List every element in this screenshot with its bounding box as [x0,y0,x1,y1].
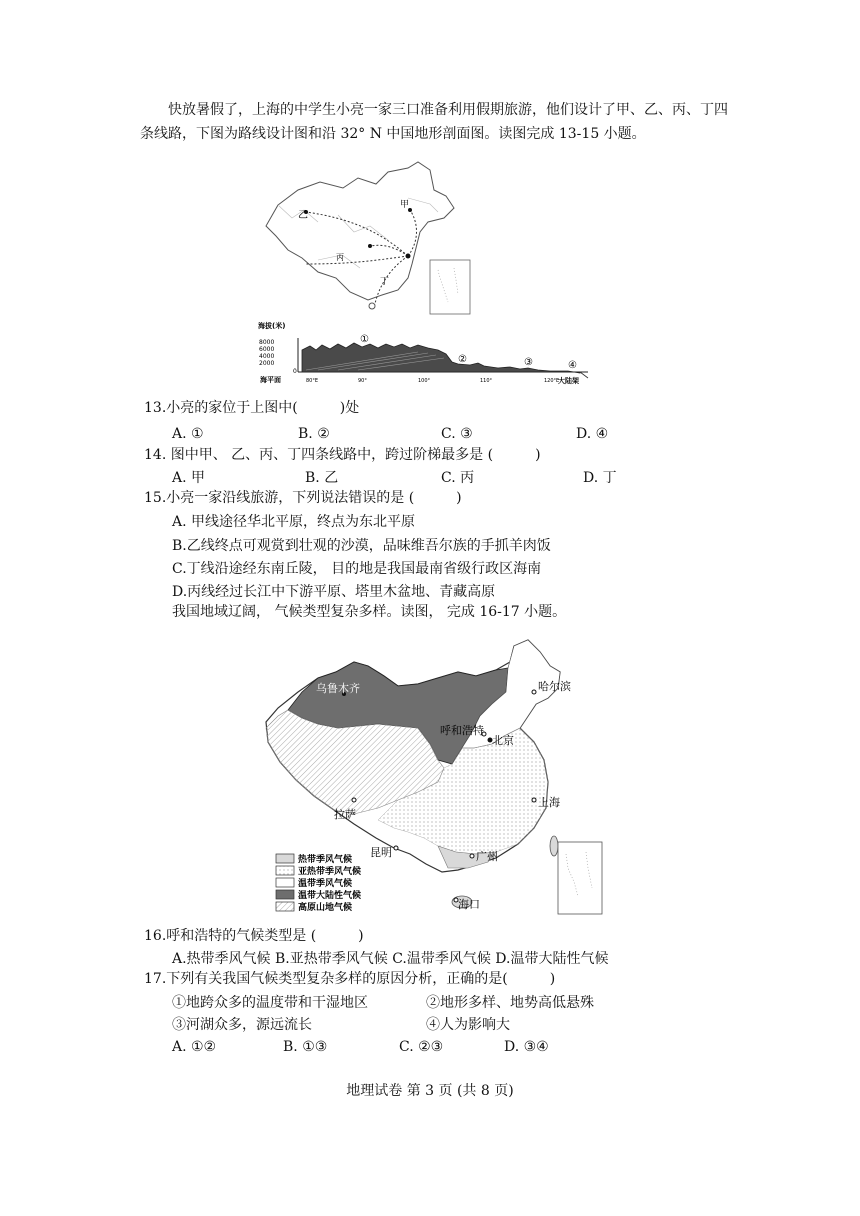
intro-paragraph: 快放暑假了，上海的中学生小亮一家三口准备利用假期旅游，他们设计了甲、乙、丙、丁四条线路，下图为路线设计图和沿 32° N 中国地形剖面图。读图完成 13-15 小题。 [140,102,728,142]
q17-option-b[interactable]: B. ①③ [283,1039,328,1055]
intro2-paragraph: 我国地域辽阔， 气候类型复杂多样。读图， 完成 16-17 小题。 [172,604,567,620]
south-china-sea-inset [558,842,602,914]
profile-x-tick: 110° [480,378,493,384]
profile-tick: 6000 [259,346,275,353]
legend-tropical-monsoon: 热带季风气候 [298,855,353,865]
city-harbin: 哈尔滨 [538,680,571,693]
profile-tick: 8000 [259,339,275,346]
profile-axis-title: 海拔(米) [258,321,286,330]
profile-x-tick: 80°E [306,378,319,384]
city-guangzhou: 广州 [476,850,498,863]
q17-option-c[interactable]: C. ②③ [399,1039,444,1055]
legend-temperate-monsoon: 温带季风气候 [298,879,353,889]
city-shanghai: 上海 [538,796,560,809]
page-footer: 地理试卷 第 3 页 (共 8 页) [346,1083,514,1099]
city-kunming: 昆明 [370,846,392,859]
city-haikou: 海口 [458,898,480,911]
q13-option-b[interactable]: B. ② [298,426,330,442]
legend-temperate-continental: 温带大陆性气候 [298,891,362,901]
q13-option-d[interactable]: D. ④ [576,426,609,442]
climate-legend [276,853,361,913]
q13-stem: 13.小亮的家位于上图中( )处 [144,400,360,416]
profile-tick: 2000 [259,360,275,367]
q14-option-c[interactable]: C. 丙 [441,470,475,486]
q17-reason-4: ④人为影响大 [426,1017,510,1033]
q14-stem: 14. 图中甲、 乙、丙、丁四条线路中，跨过阶梯最多是 ( ) [144,447,541,463]
city-urumqi: 乌鲁木齐 [316,682,360,695]
q14-option-b[interactable]: B. 乙 [305,470,339,486]
route-label-yi: 乙 [298,210,308,221]
q15-stem: 15.小亮一家沿线旅游，下列说法错误的是 ( ) [144,490,462,506]
profile-marker-4: ④ [568,360,577,371]
profile-sea-level: 海平面 [260,376,281,384]
q16-stem: 16.呼和浩特的气候类型是 ( ) [144,928,364,944]
profile-x-tick: 100° [418,378,431,384]
q15-option-a[interactable]: A. 甲线途径华北平原，终点为东北平原 [172,514,416,530]
profile-x-tick: 120°E [544,378,560,384]
city-lhasa: 拉萨 [334,808,356,821]
route-label-jia: 甲 [400,200,410,210]
route-label-bing: 丙 [336,253,344,262]
q17-reason-3: ③河湖众多，源远流长 [172,1017,312,1033]
profile-marker-3: ③ [524,357,533,368]
route-label-ding: 丁 [380,277,390,287]
city-hohhot: 呼和浩特 [440,724,484,737]
q17-option-d[interactable]: D. ③④ [504,1039,549,1055]
q17-stem: 17.下列有关我国气候类型复杂多样的原因分析，正确的是( ) [144,971,556,987]
profile-shelf-label: 大陆架 [558,377,579,385]
q17-reason-1: ①地跨众多的温度带和干湿地区 [172,995,368,1011]
profile-tick: 0 [293,368,297,375]
profile-x-tick: 90° [358,378,367,384]
legend-plateau-mountain: 高原山地气候 [298,903,353,913]
q15-option-c[interactable]: C.丁线沿途经东南丘陵， 目的地是我国最南省级行政区海南 [172,561,542,577]
q14-option-d[interactable]: D. 丁 [583,470,617,486]
q13-option-c[interactable]: C. ③ [441,426,473,442]
china-outline [266,162,454,300]
q13-option-a[interactable]: A. ① [172,426,204,442]
q15-option-b[interactable]: B.乙线终点可观赏到壮观的沙漠，品味维吾尔族的手抓羊肉饭 [172,538,551,554]
q14-option-a[interactable]: A. 甲 [172,470,206,486]
south-china-sea-inset [430,260,470,314]
q17-option-a[interactable]: A. ①② [172,1039,217,1055]
profile-tick: 4000 [259,353,275,360]
terrain-profile [258,320,598,392]
route-map [258,160,486,320]
q17-reason-2: ②地形多样、地势高低悬殊 [426,995,594,1011]
terrain-fill [302,343,580,373]
taiwan-island [550,836,558,856]
climate-map [258,632,618,917]
profile-marker-1: ① [360,334,369,345]
profile-marker-2: ② [458,354,467,365]
q16-options[interactable]: A.热带季风气候 B.亚热带季风气候 C.温带季风气候 D.温带大陆性气候 [172,951,609,967]
city-beijing: 北京 [492,734,514,747]
q15-option-d[interactable]: D.丙线经过长江中下游平原、塔里木盆地、青藏高原 [172,584,496,600]
legend-subtropical-monsoon: 亚热带季风气候 [298,867,362,877]
